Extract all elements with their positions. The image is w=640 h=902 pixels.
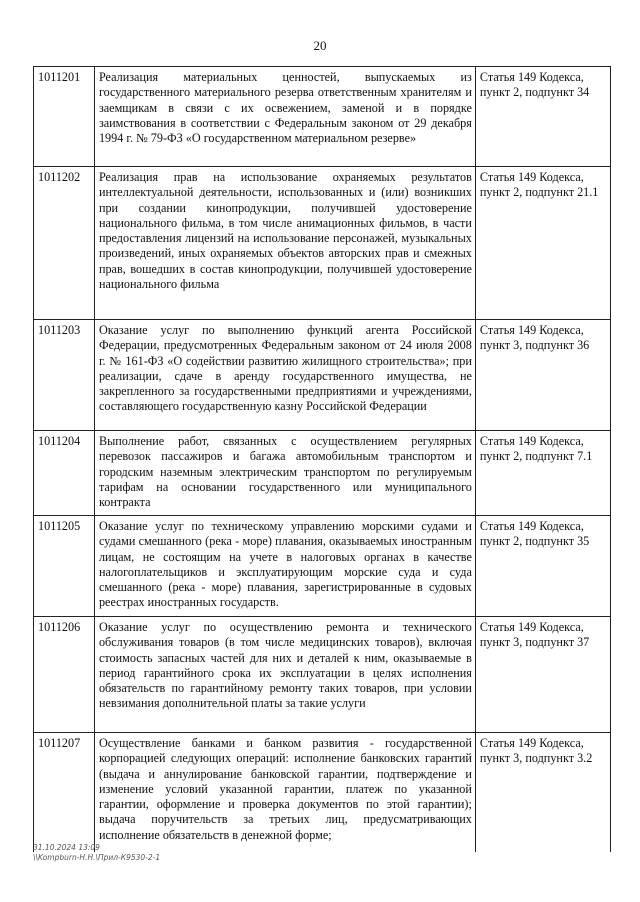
operation-description: Реализация прав на использование охраняемых результатов интеллектуальной деятельности, использованных и (или) возникших при создании кинопродукции, получившей удостоверение национального фильма, в том числе анимационных фильмов, в части предоставления лицензий на использование персонажей, музыкальных произведений, иных охраняемых объектов авторских прав и смежных прав, вошедших в состав кинопродукции, получившей удостоверение национального фильма: [94, 167, 475, 320]
operation-description: Оказание услуг по техническому управлению морскими судами и судами смешанного (река - море) плавания, оказываемых иностранным лицам, не состоящим на учете в налоговых органах в качестве налогоплательщиков и эксплуатирующим морские суда и суда смешанного (река - море) плавания, зарегистрированные в судовых реестрах иностранных государств.: [94, 516, 475, 617]
operation-code: 1011207: [34, 733, 95, 853]
operation-description: Выполнение работ, связанных с осуществлением регулярных перевозок пассажиров и багажа автомобильным транспортом и городским наземным электрическим транспортом по регулируемым тарифам на основании государственного или муниципального контракта: [94, 431, 475, 516]
operation-code: 1011203: [34, 320, 95, 431]
table-row: [34, 167, 611, 320]
tax-code-reference: Статья 149 Кодекса, пункт 2, подпункт 34: [475, 67, 610, 167]
document-footer: [33, 843, 160, 863]
tax-code-reference: Статья 149 Кодекса, пункт 3, подпункт 36: [475, 320, 610, 431]
operation-description: Реализация материальных ценностей, выпускаемых из государственного материального резерва ответственным хранителям и заемщикам в связи с их освежением, заменой и в порядке заимствования в соответствии с Федеральным законом от 29 декабря 1994 г. № 79-ФЗ «О государственном материальном резерве»: [94, 67, 475, 167]
tax-code-reference: Статья 149 Кодекса, пункт 3, подпункт 37: [475, 617, 610, 733]
operation-code: 1011202: [34, 167, 95, 320]
table-row: [34, 320, 611, 431]
table-row: [34, 617, 611, 733]
table-row: [34, 431, 611, 516]
page-number: 20: [313, 38, 327, 53]
table-row: [34, 733, 611, 853]
operation-code: 1011204: [34, 431, 95, 516]
tax-code-reference: Статья 149 Кодекса, пункт 2, подпункт 21.1: [475, 167, 610, 320]
operation-description: Оказание услуг по выполнению функций агента Российской Федерации, предусмотренных Федеральным законом от 24 июля 2008 г. № 161-ФЗ «О содействии развитию жилищного строительства»; при реализации, сдаче в аренду государственного имущества, не закрепленного за государственными предприятиями и учреждениями, составляющего государственную казну Российской Федерации: [94, 320, 475, 431]
operation-description: Оказание услуг по осуществлению ремонта и технического обслуживания товаров (в том числе медицинских товаров), включая стоимость запасных частей для них и деталей к ним, оказываемые в период гарантийного срока их эксплуатации в целях исполнения обязательств по гарантийному ремонту таких товаров, при условии невзимания дополнительной платы за такие услуги: [94, 617, 475, 733]
tax-code-reference: Статья 149 Кодекса, пункт 2, подпункт 7.1: [475, 431, 610, 516]
operations-code-table: [33, 66, 611, 852]
operation-description: Осуществление банками и банком развития - государственной корпорацией следующих операций: исполнение банковских гарантий (выдача и аннулирование банковской гарантии, подтверждение и изменение условий указанной гарантии, платеж по указанной гарантии, оформление и проверка документов по этой гарантии); выдача поручительств за третьих лиц, предусматривающих исполнение обязательств в денежной форме;: [94, 733, 475, 853]
table-row: [34, 67, 611, 167]
operation-code: 1011201: [34, 67, 95, 167]
operation-code: 1011206: [34, 617, 95, 733]
operation-code: 1011205: [34, 516, 95, 617]
footer-file-path: \\Kompburn-Н.Н.\Прил-К9530-2-1: [33, 853, 161, 862]
footer-timestamp: 31.10.2024 13:09: [33, 843, 100, 852]
tax-code-reference: Статья 149 Кодекса, пункт 2, подпункт 35: [475, 516, 610, 617]
tax-code-reference: Статья 149 Кодекса, пункт 3, подпункт 3.2: [475, 733, 610, 853]
table-row: [34, 516, 611, 617]
